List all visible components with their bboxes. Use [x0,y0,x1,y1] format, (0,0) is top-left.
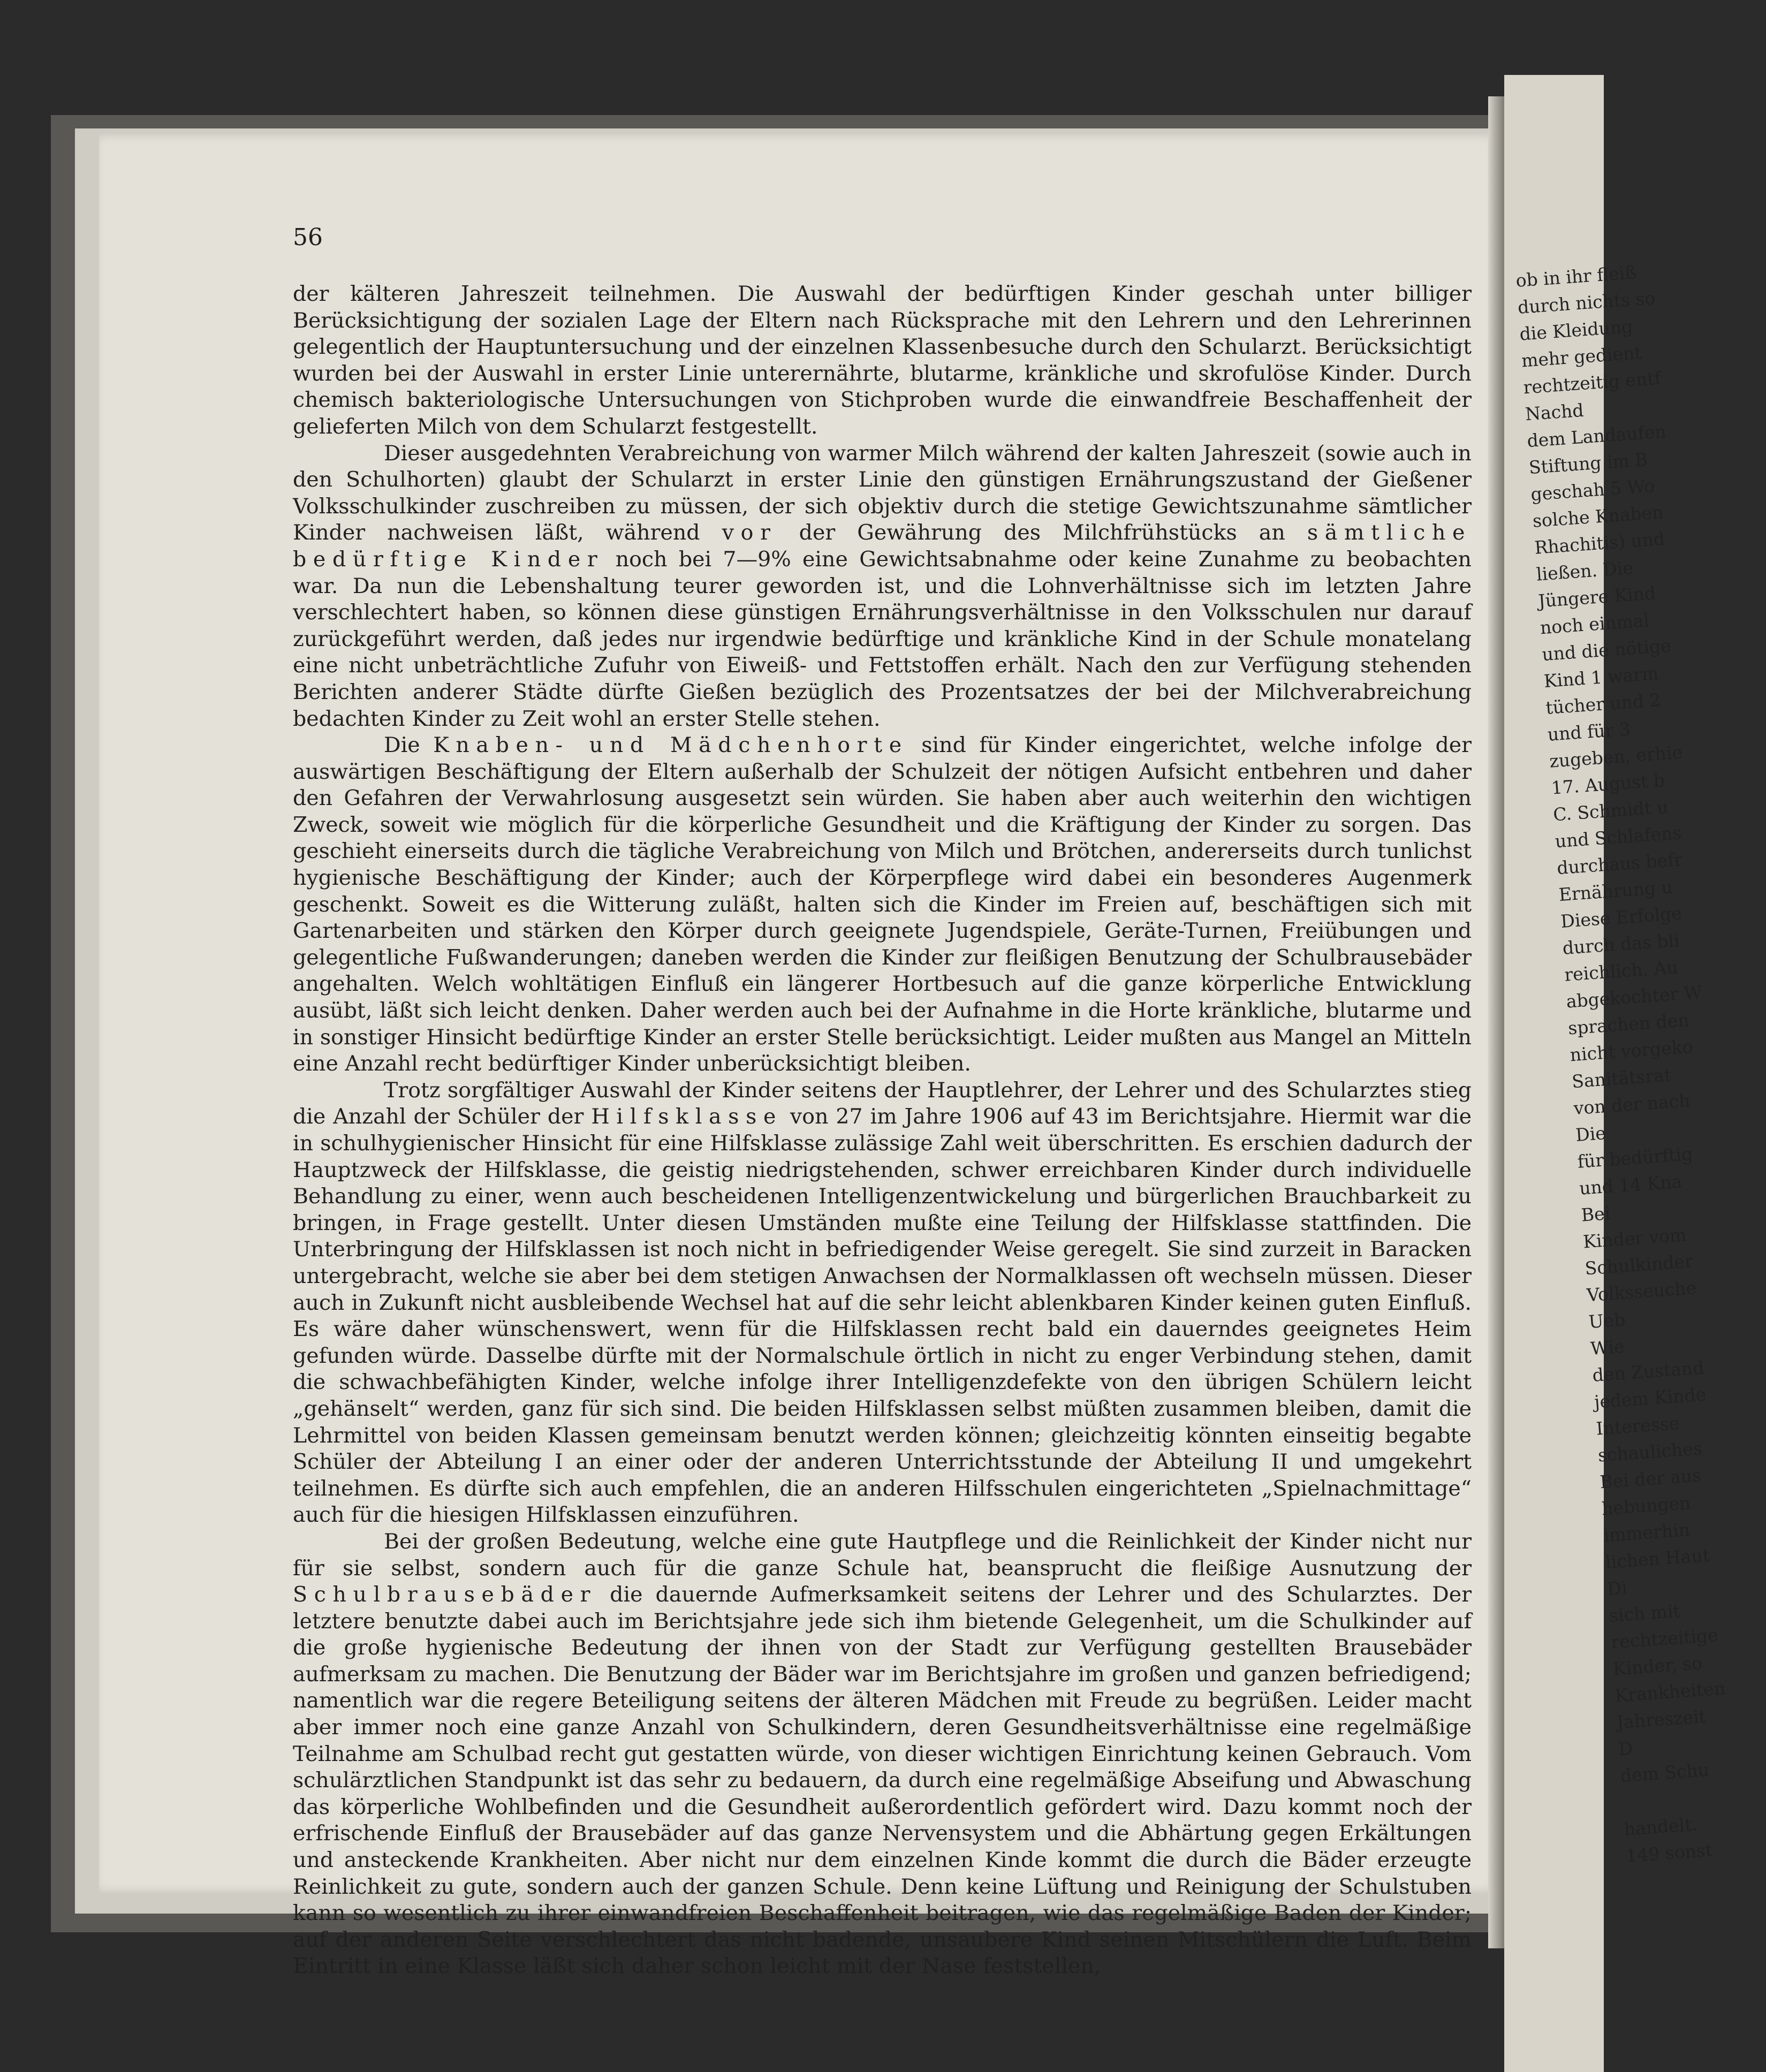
facing-page-line: den Zustand [1591,1357,1705,1386]
facing-page-line: dem Schu [1619,1759,1710,1787]
facing-page-line: sich mit [1608,1600,1681,1626]
facing-page-line: C. Schmidt u [1552,796,1669,825]
facing-page-line: Volksseuche [1586,1277,1697,1306]
spaced-emphasis-text: Hilfsklasse [591,1104,783,1129]
spaced-emphasis-text: vor [722,520,777,545]
facing-page-line: sprachen den [1567,1009,1690,1039]
facing-page-line: Ueb [1588,1309,1626,1333]
page-number: 56 [293,224,323,251]
paragraph-text: Die [384,733,434,758]
facing-page-line: Jahreszeit [1616,1705,1707,1733]
facing-page-line: durch das bli [1562,929,1680,959]
paragraph-text: von 27 im Jahre 1906 auf 43 im Berichtsjahre. Hiermit war die in schulhygienischer Hinsicht für eine Hilfsklasse zulässige Zahl weit überschritten. Es erschien dadurch der Hauptzweck der Hilfsklasse, die geistig niedrigstehenden, schwer erreichbaren Kinder durch individuelle Behandlung zu einer, wenn auch bescheidenen Intelligenzentwickelung und bürgerlichen Brauchbarkeit zu bringen, in Frage gestellt. Unter diesen Umständen mußte eine Teilung der Hilfsklasse stattfinden. Die Unterbringung der Hilfsklassen ist noch nicht in befriedigender Weise geregelt. Sie sind zurzeit in Baracken untergebracht, welche sie aber bei dem stetigen Anwachsen der Normalklassen oft wechseln müssen. Dieser auch in Zukunft nicht ausbleibende Wechsel hat auf die sehr leicht ablenkbaren Kinder keinen guten Einfluß. Es wäre daher wünschenswert, wenn für die Hilfsklassen recht bald ein dauerndes geeignetes Heim gefunden würde. Dasselbe dürfte mit der Normalschule örtlich in nicht zu enger Verbindung stehen, damit die schwachbefähigten Kinder, welche infolge ihrer Intelligenzdefekte von den übrigen Schülern leicht „gehänselt“ werden, ganz für sich sind. Die beiden Hilfsklassen selbst müßten zusammen bleiben, damit die Lehrmittel von beiden Klassen gemeinsam benutzt werden können; gleichzeitig könnten einseitig begabte Schüler der Abteilung I an einer oder der anderen Unterrichtsstunde der Abteilung II und umgekehrt teilnehmen. Es dürfte sich auch empfehlen, die an anderen Hilfsschulen eingerichteten „Spielnachmittage“ auch für die hiesigen Hilfsklassen einzuführen. [293,1104,1472,1528]
facing-page-line: Bei [1580,1202,1611,1226]
facing-page-line: schauliches [1597,1438,1703,1466]
facing-page-line: und 14 Kna [1578,1171,1683,1199]
book-gutter [1488,96,1504,1948]
facing-page-line: solche Knaben [1532,501,1664,532]
facing-page-line: 149 sonst [1625,1839,1714,1866]
facing-page-line: D [1618,1737,1634,1760]
paragraph-text: Trotz sorgfältiger Auswahl der Kinder seitens der Hauptlehrer, der Lehrer und des Schularztes stieg die Anzahl der Schüler der [293,1077,1472,1129]
spaced-emphasis-text: sämtliche bedürftige Kinder [293,520,1472,572]
facing-page-line: Stiftung im B [1528,449,1649,479]
facing-page-line: Nachd [1524,399,1585,425]
facing-page-line: und Schlafens [1554,822,1682,852]
facing-page-line: Diese Erfolge [1560,902,1682,932]
facing-page-line: abgekochter W [1565,981,1703,1012]
facing-page-line: nicht vorgeko [1569,1036,1694,1066]
facing-page-line: tücher und 2 [1545,689,1662,718]
paragraph-text: die dauernde Aufmerksamkeit seitens der Lehrer und des Schularztes. Der letztere benutzte dabei auch im Berichtsjahre jede sich ihm bietende Gelegenheit, um die Schulkinder auf die große hygienische Bedeutung der ihnen von der Stadt zur Verfügung gestellten Brausebäder aufmerksam zu machen. Die Benutzung der Bäder war im Berichtsjahre im großen und ganzen befriedigend; namentlich war die regere Beteiligung seitens der älteren Mädchen mit Freude zu begrüßen. Leider macht aber immer noch eine ganze Anzahl von Schulkindern, deren Gesundheitsverhältnisse eine regelmäßige Teilnahme am Schulbad recht gut gestatten würde, von dieser wichtigen Einrichtung keinen Gebrauch. Vom schulärztlichen Standpunkt ist das sehr zu bedauern, da durch eine regelmäßige Abseifung und Abwaschung das körperliche Wohlbefinden und die Gesundheit außerordentlich gefördert wird. Dazu kommt noch der erfrischende Einfluß der Brausebäder auf das ganze Nervensystem und die Abhärtung gegen Erkältungen und ansteckende Krankheiten. Aber nicht nur dem einzelnen Kinde kommt die durch die Bäder erzeugte Reinlichkeit zu gute, sondern auch der ganzen Schule. Denn keine Lüftung und Reinigung der Schulstuben kann so wesentlich zu ihrer einwandfreien Beschaffenheit beitragen, wie das regelmäßige Baden der Kinder; auf der anderen Seite verschlechtert das nicht badende, unsaubere Kind seinen Mitschülern die Luft. Beim Eintritt in eine Klasse läßt sich daher schon leicht mit der Nase feststellen, [293,1582,1472,1979]
facing-page-line: durchaus befr [1556,848,1684,879]
facing-page-line: und für 3 [1547,718,1631,745]
facing-page-line: rechtzeitige [1610,1624,1719,1653]
facing-page-line: Jüngere Kind [1537,582,1657,612]
facing-page-line: die Kleidung [1519,315,1634,345]
facing-page-text [1515,261,1726,1869]
paragraph-text: sind für Kinder eingerichtet, welche infolge der auswärtigen Beschäftigung der Eltern außerhalb der Schulzeit der nötigen Aufsicht entbehren und daher den Gefahren der Verwahrlosung ausgesetzt sein würden. Sie haben aber auch weiterhin den wichtigen Zweck, soweit wie möglich für die körperliche Gesundheit und die Kräftigung der Kinder zu sorgen. Das geschieht einerseits durch die tägliche Verabreichung von Milch und Brötchen, andererseits durch tunlichst hygienische Beschäftigung der Kinder; auch der Körperpflege wird dabei ein besonderes Augenmerk geschenkt. Soweit es die Witterung zuläßt, halten sich die Kinder im Freien auf, beschäftigen sich mit Gartenarbeiten und stärken den Körper durch geeignete Jugendspiele, Geräte-Turnen, Freiübungen und gelegentliche Fußwanderungen; daneben werden die Kinder zur fleißigen Benutzung der Schulbrausebäder angehalten. Welch wohltätigen Einfluß ein längerer Hortbesuch auf die ganze körperliche Entwicklung ausübt, läßt sich leicht denken. Daher werden auch bei der Aufnahme in die Horte kränkliche, blutarme und in sonstiger Hinsicht bedürftige Kinder an erster Stelle berücksichtigt. Leider mußten aus Mangel an Mitteln eine Anzahl recht bedürftiger Kinder unberücksichtigt bleiben. [293,733,1472,1076]
facing-page-line: rechtzeitig entf [1522,367,1662,398]
spaced-emphasis-text: Knaben- und Mädchenhorte [433,733,908,758]
paragraph-text: noch bei 7—9% eine Gewichtsabnahme oder keine Zunahme zu beobachten war. Da nun die Lebenshaltung teurer geworden ist, und die Lohnverhältnisse sich im letzten Jahre verschlechtert haben, so können diese günstigen Ernährungsverhältnisse in den Volksschulen nur darauf zurückgeführt werden, daß jedes nur irgendwie bedürftige und kränkliche Kind in der Schule monatelang eine nicht unbeträchtliche Zufuhr von Eiweiß- und Fettstoffen erhält. Nach den zur Verfügung stehenden Berichten anderer Städte dürfte Gießen bezüglich des Prozentsatzes der bei der Milchverabreichung bedachten Kinder zu Zeit wohl an erster Stelle stehen. [293,547,1472,731]
facing-page-line: durch nichts so [1517,287,1656,318]
facing-page-line: Schulkinder [1584,1250,1694,1279]
facing-page-line: geschah 5 Wo [1530,475,1656,505]
paragraph-text: der kälteren Jahreszeit teilnehmen. Die Auswahl der bedürftigen Kinder geschah unter billiger Berücksichtigung der sozialen Lage der Eltern nach Rücksprache mit den Lehrern und den Lehrerinnen gelegentlich der Hauptuntersuchung und der einzelnen Klassenbesuche durch den Schularzt. Berücksichtigt wurden bei der Auswahl in erster Linie unterernährte, blutarme, kränkliche und skrofulöse Kinder. Durch chemisch bakteriologische Untersuchungen von Stichproben wurde die einwandfreie Beschaffenheit der gelieferten Milch von dem Schularzt festgestellt. [293,282,1472,439]
facing-page-line: Rhachitis) und [1534,528,1666,558]
facing-page [1504,75,1726,2072]
facing-page-line: 17. August b [1550,769,1666,799]
facing-page-line: Kinder vom [1582,1224,1687,1253]
facing-page-line: ob in ihr fleiß [1515,262,1638,291]
facing-page-line: für bedürftig [1576,1143,1694,1172]
facing-page-line: handelt. [1623,1813,1699,1840]
facing-page-line: noch einmal [1539,610,1650,639]
spaced-emphasis-text: Schulbrausebäder [293,1582,597,1607]
facing-page-line: Kinder, so [1612,1652,1703,1680]
facing-page-line: Bei der aus [1599,1464,1702,1493]
facing-page-line: dem Landaufen [1526,421,1667,452]
facing-page-line: von der nach [1573,1090,1691,1119]
paragraph [293,441,1472,733]
facing-page-line: Krankheiten [1614,1678,1726,1706]
paragraph [293,1529,1472,1980]
facing-page-line: Ernährung u [1558,876,1673,906]
facing-page-line: reichlich. Au [1564,956,1679,985]
facing-page-line: zugeben, erhie [1549,741,1684,772]
facing-page-line: mehr gedient [1520,341,1642,371]
facing-page-line: lichen Haut [1604,1544,1711,1573]
facing-page-line: Di [1606,1577,1628,1599]
facing-page-line: Die [1574,1122,1607,1145]
facing-page-line: und die nötige [1541,635,1672,665]
facing-page-line: jedem Kinde [1593,1384,1707,1413]
facing-page-line: immerhin [1603,1519,1691,1546]
facing-page-line: Interesse [1595,1412,1680,1439]
paragraph-text: Dieser ausgedehnten Verabreichung von warmer Milch während der kalten Jahreszeit (sowie auch in den Schulhorten) glaubt der Schularzt in erster Linie den günstigen Ernährungszustand der Gießener Volksschulkinder zuschreiben zu müssen, der sich objektiv durch die stetige Gewichtszunahme sämtlicher Kinder nachweisen läßt, während [293,441,1472,545]
facing-page-line: Kind 1 warm [1543,663,1659,692]
facing-page-line: Sanitätsrat [1571,1064,1672,1092]
paragraph [293,281,1472,441]
paragraph [293,1077,1472,1529]
paragraph [293,732,1472,1077]
paragraph-text: Bei der großen Bedeutung, welche eine gute Hautpflege und die Reinlichkeit der Kinder nicht nur für sie selbst, sondern auch für die ganze Schule hat, beansprucht die fleißige Ausnutzung der [293,1529,1472,1581]
facing-page-line: Wie [1589,1335,1625,1360]
facing-page-line: hebungen [1601,1492,1692,1520]
facing-page-line: ließen. Die [1535,557,1634,585]
page-text-body [293,281,1472,1979]
paragraph-text: der Gewährung des Milchfrühstücks an [777,520,1307,545]
